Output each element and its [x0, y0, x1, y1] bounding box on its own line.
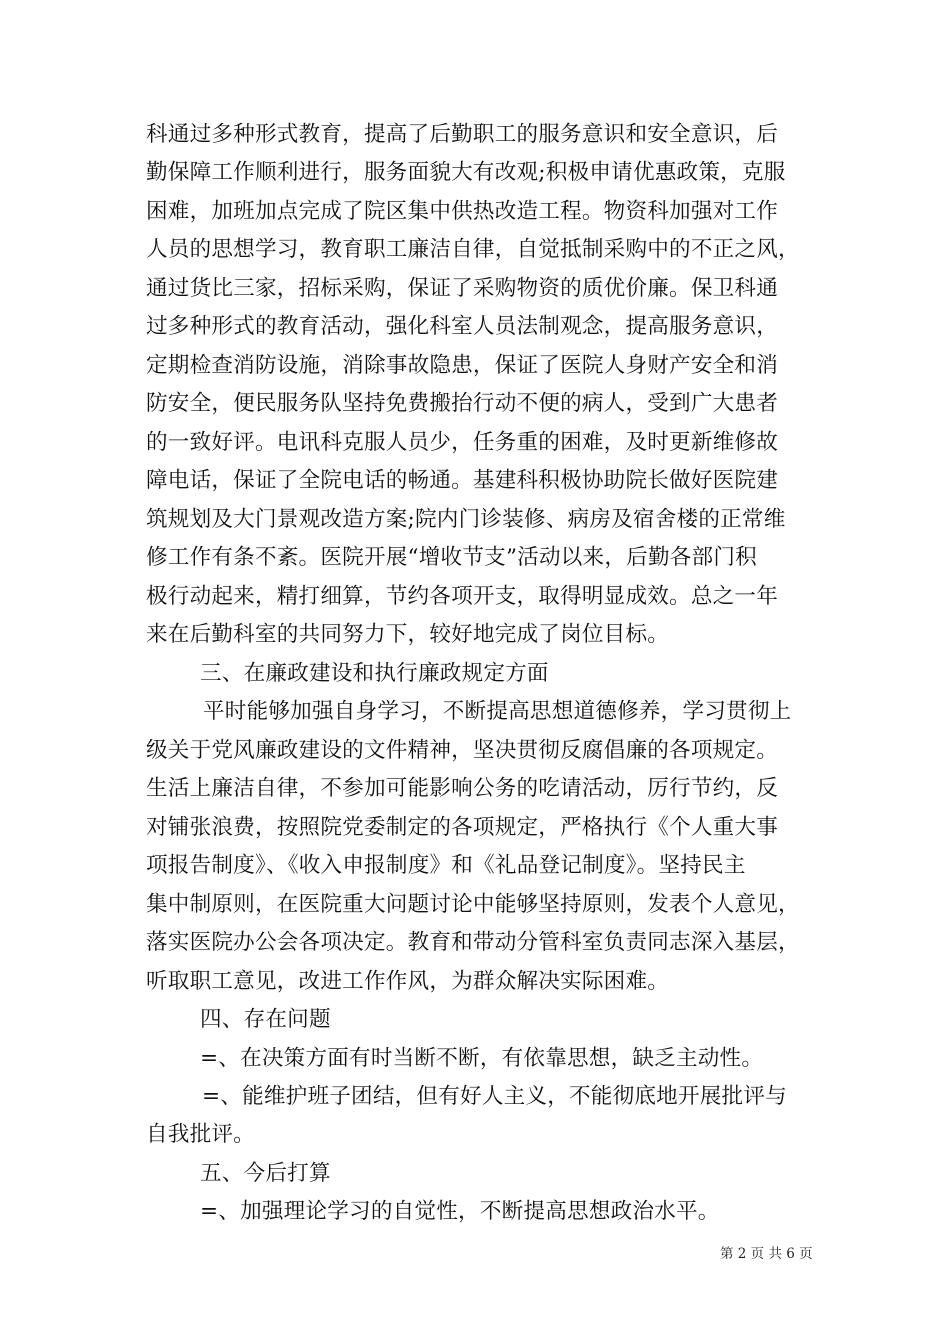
body-text-line: 筑规划及大门景观改造方案;院内门诊装修、病房及宿舍楼的正常维	[146, 507, 786, 532]
body-text-line: 项报告制度》、《收入申报制度》和《礼品登记制度》。坚持民主	[146, 853, 746, 878]
section-heading: 五、今后打算	[200, 1161, 331, 1186]
body-text-line: 困难，加班加点完成了院区集中供热改造工程。物资科加强对工作	[146, 199, 779, 224]
body-text-line: 集中制原则，在医院重大问题讨论中能够坚持原则，发表个人意见，	[146, 892, 800, 917]
body-text-line: 勤保障工作顺利进行，服务面貌大有改观;积极申请优惠政策，克服	[146, 160, 786, 185]
body-text-line: 定期检查消防设施，消除事故隐患，保证了医院人身财产安全和消	[146, 353, 779, 378]
body-text-line: 落实医院办公会各项决定。教育和带动分管科室负责同志深入基层，	[146, 930, 800, 955]
body-text-line: 通过货比三家，招标采购，保证了采购物资的质优价廉。保卫科通	[146, 276, 779, 301]
section-heading: 四、存在问题	[200, 1007, 331, 1032]
page-number: 第 2 页 共 6 页	[720, 1246, 813, 1262]
body-text-line: 障电话，保证了全院电话的畅通。基建科积极协助院长做好医院建	[146, 468, 779, 493]
body-text-line: 人员的思想学习，教育职工廉洁自律，自觉抵制采购中的不正之风，	[146, 237, 800, 262]
body-text-line: 平时能够加强自身学习，不断提高思想道德修养，学习贯彻上	[203, 699, 792, 724]
body-text-line: 级关于党风廉政建设的文件精神，坚决贯彻反腐倡廉的各项规定。	[146, 738, 779, 763]
list-item: =、在决策方面有时当断不断，有依靠思想，缺乏主动性。	[200, 1046, 764, 1071]
list-item: =、加强理论学习的自觉性，不断提高思想政治水平。	[200, 1199, 720, 1224]
body-text-line: 修工作有条不紊。医院开展“增收节支”活动以来，后勤各部门积	[146, 545, 757, 570]
body-text-line: 极行动起来，精打细算，节约各项开支，取得明显成效。总之一年	[146, 584, 779, 609]
body-text-line: 防安全，便民服务队坚持免费搬抬行动不便的病人，受到广大患者	[146, 391, 779, 416]
body-text-line: 来在后勤科室的共同努力下，较好地完成了岗位目标。	[146, 622, 670, 647]
body-text-line: 听取职工意见，改进工作作风，为群众解决实际困难。	[146, 969, 670, 994]
body-text-line: 生活上廉洁自律，不参加可能影响公务的吃请活动，厉行节约，反	[146, 776, 779, 801]
body-text-line: 过多种形式的教育活动，强化科室人员法制观念，提高服务意识，	[146, 314, 779, 339]
body-text-line: 的一致好评。电讯科克服人员少，任务重的困难，及时更新维修故	[146, 430, 779, 455]
body-text-line: 科通过多种形式教育，提高了后勤职工的服务意识和安全意识，后	[146, 122, 779, 147]
section-heading: 三、在廉政建设和执行廉政规定方面	[200, 661, 549, 686]
list-item: =、能维护班子团结，但有好人主义，不能彻底地开展批评与	[202, 1084, 787, 1109]
body-text-line: 对铺张浪费，按照院党委制定的各项规定，严格执行《个人重大事	[146, 815, 779, 840]
body-text-line: 自我批评。	[146, 1122, 255, 1147]
